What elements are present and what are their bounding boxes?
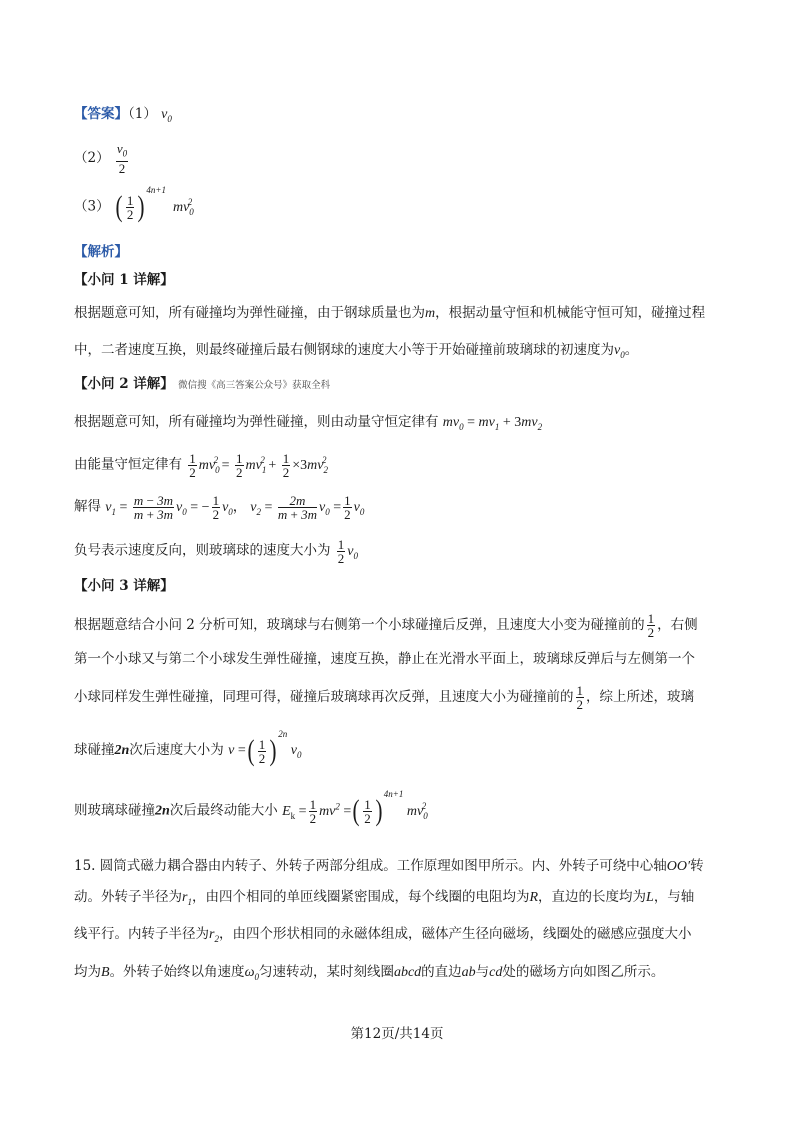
q2-text-4: 负号表示速度反向，则玻璃球的速度大小为 xyxy=(74,542,331,559)
q1-text-2: 中，二者速度互换，则最终碰撞后最右侧钢球的速度大小等于开始碰撞前玻璃球的初速度为 xyxy=(74,342,614,358)
formula-r1: $r_1$ xyxy=(182,890,192,907)
q1-heading: 【小问 1 详解】 xyxy=(74,272,174,288)
q3-text-3b: ，综上所述，玻璃 xyxy=(586,689,694,705)
q2-line-2 xyxy=(74,450,327,479)
answer-line-1 xyxy=(74,104,172,129)
p15-text-4f: 处的磁场方向如图乙所示。 xyxy=(502,964,665,980)
formula-half-v0: $\frac{1}{2}$ $v_0$ xyxy=(337,537,359,566)
formula-2n: 2n xyxy=(155,803,170,819)
p15-line-3 xyxy=(74,924,691,949)
q1-line-2: 中，二者速度互换，则最终碰撞后最右侧钢球的速度大小等于开始碰撞前玻璃球的初速度为$v_0$。 xyxy=(74,342,639,360)
q3-line-5 xyxy=(74,789,428,828)
q3-line-3 xyxy=(74,684,694,711)
formula-v0: $v_0$ xyxy=(614,343,625,360)
q2-text-1: 根据题意可知，所有碰撞均为弹性碰撞，则由动量守恒定律有 xyxy=(74,414,439,430)
formula-cd: cd xyxy=(489,965,503,980)
q2-line-1 xyxy=(74,412,542,437)
formula-v0: $v_0$ xyxy=(161,107,172,124)
answer-line-3 xyxy=(74,185,194,224)
page-footer: 第12页/共14页 xyxy=(350,1026,444,1042)
q3-text-5a: 则玻璃球碰撞 xyxy=(74,802,155,819)
formula-B: B xyxy=(101,965,110,980)
q2-heading: 【小问 2 详解】 xyxy=(74,376,174,392)
q1-text-1: 根据题意可知，所有碰撞均为弹性碰撞，由于钢球质量也为 xyxy=(74,305,425,321)
q2-text-2: 由能量守恒定律有 xyxy=(74,456,182,473)
p15-text-2c: ，直边的长度均为 xyxy=(538,889,647,905)
formula-half: $\frac{1}{2}$ xyxy=(647,611,655,640)
q3-line-2 xyxy=(74,649,695,669)
answer-part1-label: （1） xyxy=(128,106,157,122)
q1-line-1 xyxy=(74,303,705,324)
q3-text-5b: 次后最终动能大小 xyxy=(169,802,278,819)
p15-text-2a: 动。外转子半径为 xyxy=(74,889,182,905)
formula-L: L xyxy=(646,890,654,905)
answer-part2-label: （2） xyxy=(74,149,110,166)
p15-line-1 xyxy=(74,856,704,877)
q2-watermark-note: 微信搜《高三答案公众号》获取全科 xyxy=(178,380,331,391)
p15-text-3b: ，由四个形状相同的永磁体组成，磁体产生径向磁场，线圈处的磁感应强度大小 xyxy=(218,926,692,942)
formula-half: $\frac{1}{2}$ xyxy=(576,683,583,712)
q2-text-3: 解得 xyxy=(74,498,101,515)
formula-axis: OO′ xyxy=(666,859,691,874)
p15-text-4d: 的直边 xyxy=(421,964,462,980)
q3-line-1 xyxy=(74,612,698,639)
q3-heading: 【小问 3 详解】 xyxy=(74,578,174,594)
q2-heading-line xyxy=(74,374,330,396)
q3-line-4 xyxy=(74,729,302,767)
p15-text-2d: ，与轴 xyxy=(653,889,695,905)
p15-text-3a: 线平行。内转子半径为 xyxy=(74,926,209,942)
q3-text-4b: 次后速度大小为 xyxy=(129,742,224,759)
formula-2n: 2n xyxy=(114,743,130,759)
q2-line-4 xyxy=(74,538,358,566)
q3-text-3: 小球同样发生弹性碰撞，同理可得，碰撞后玻璃球再次反弹，且速度大小为碰撞前的 xyxy=(74,689,574,705)
answer-line-2 xyxy=(74,142,130,175)
p15-line-2 xyxy=(74,887,694,912)
q3-text-1: 根据题意结合小问 2 分析可知，玻璃球与右侧第一个小球碰撞后反弹，且速度大小变为碰撞前的 xyxy=(74,617,645,633)
q2-line-3 xyxy=(74,494,364,522)
formula-r2: $r_2$ xyxy=(209,927,219,944)
formula-kinetic-energy: $E_k$ = $\frac{1}{2}$ $mv^2$ =( $\frac{1}{2}$ )4n+1 $mv_0^2$ xyxy=(282,789,428,828)
q1-text-1b: ，根据动量守恒和机械能守恒可知，碰撞过程 xyxy=(435,305,706,321)
formula-omega0: $\omega_0$ xyxy=(244,965,259,982)
formula-ab: ab xyxy=(461,965,476,980)
formula-R: R xyxy=(529,890,539,905)
p15-text-1: 15. 圆筒式磁力耦合器由内转子、外转子两部分组成。工作原理如图甲所示。内、外转子可绕中心轴 xyxy=(74,858,667,874)
answer-tag: 【答案】 xyxy=(74,106,128,122)
formula-m: m xyxy=(425,306,436,321)
p15-text-4e: 与 xyxy=(475,964,490,980)
p15-text-4b: 。外转子始终以角速度 xyxy=(109,964,245,980)
formula-solutions: $v_1$ = $\frac{m - 3m}{m + 3m}$ $v_0$ = − $\frac{1}{2}$ $v_0$， $v_2$ = $\frac{2m}{m + 3m}$ $v_0$ = $\frac{1}{2}$ $v_0$ xyxy=(105,493,365,522)
formula-v0-over-2: $\frac{v_0}{2}$ xyxy=(116,141,128,176)
p15-line-4 xyxy=(74,962,664,987)
p15-text-4c: 匀速转动，某时刻线圈 xyxy=(258,964,394,980)
q3-text-4a: 球碰撞 xyxy=(74,742,115,759)
formula-velocity-2n: v =( $\frac{1}{2}$ ) 2n $v_0$ xyxy=(228,729,302,767)
q3-text-2: 第一个小球又与第二个小球发生弹性碰撞，速度互换，静止在光滑水平面上，玻璃球反弹后与左侧第一个 xyxy=(74,651,695,667)
p15-text-4a: 均为 xyxy=(74,964,101,980)
formula-energy: $\frac{1}{2}$ $mv_0^2$ = $\frac{1}{2}$ $mv_1^2$ + $\frac{1}{2}$ $\times 3mv_2^2$ xyxy=(189,450,328,480)
answer-part3-label: （3） xyxy=(74,198,110,215)
p15-text-1b: 转 xyxy=(690,858,704,874)
analysis-tag: 【解析】 xyxy=(74,244,128,260)
formula-momentum: $mv_0 = mv_1 + 3mv_2$ xyxy=(442,415,543,432)
formula-answer-3: ( $\frac{1}{2}$ )4n+1 $mv_0^2$ xyxy=(115,185,194,224)
q3-text-1b: ，右侧 xyxy=(657,617,698,633)
p15-text-2b: ，由四个相同的单匝线圈紧密围成，每个线圈的电阻均为 xyxy=(191,889,530,905)
formula-abcd: abcd xyxy=(393,965,422,980)
